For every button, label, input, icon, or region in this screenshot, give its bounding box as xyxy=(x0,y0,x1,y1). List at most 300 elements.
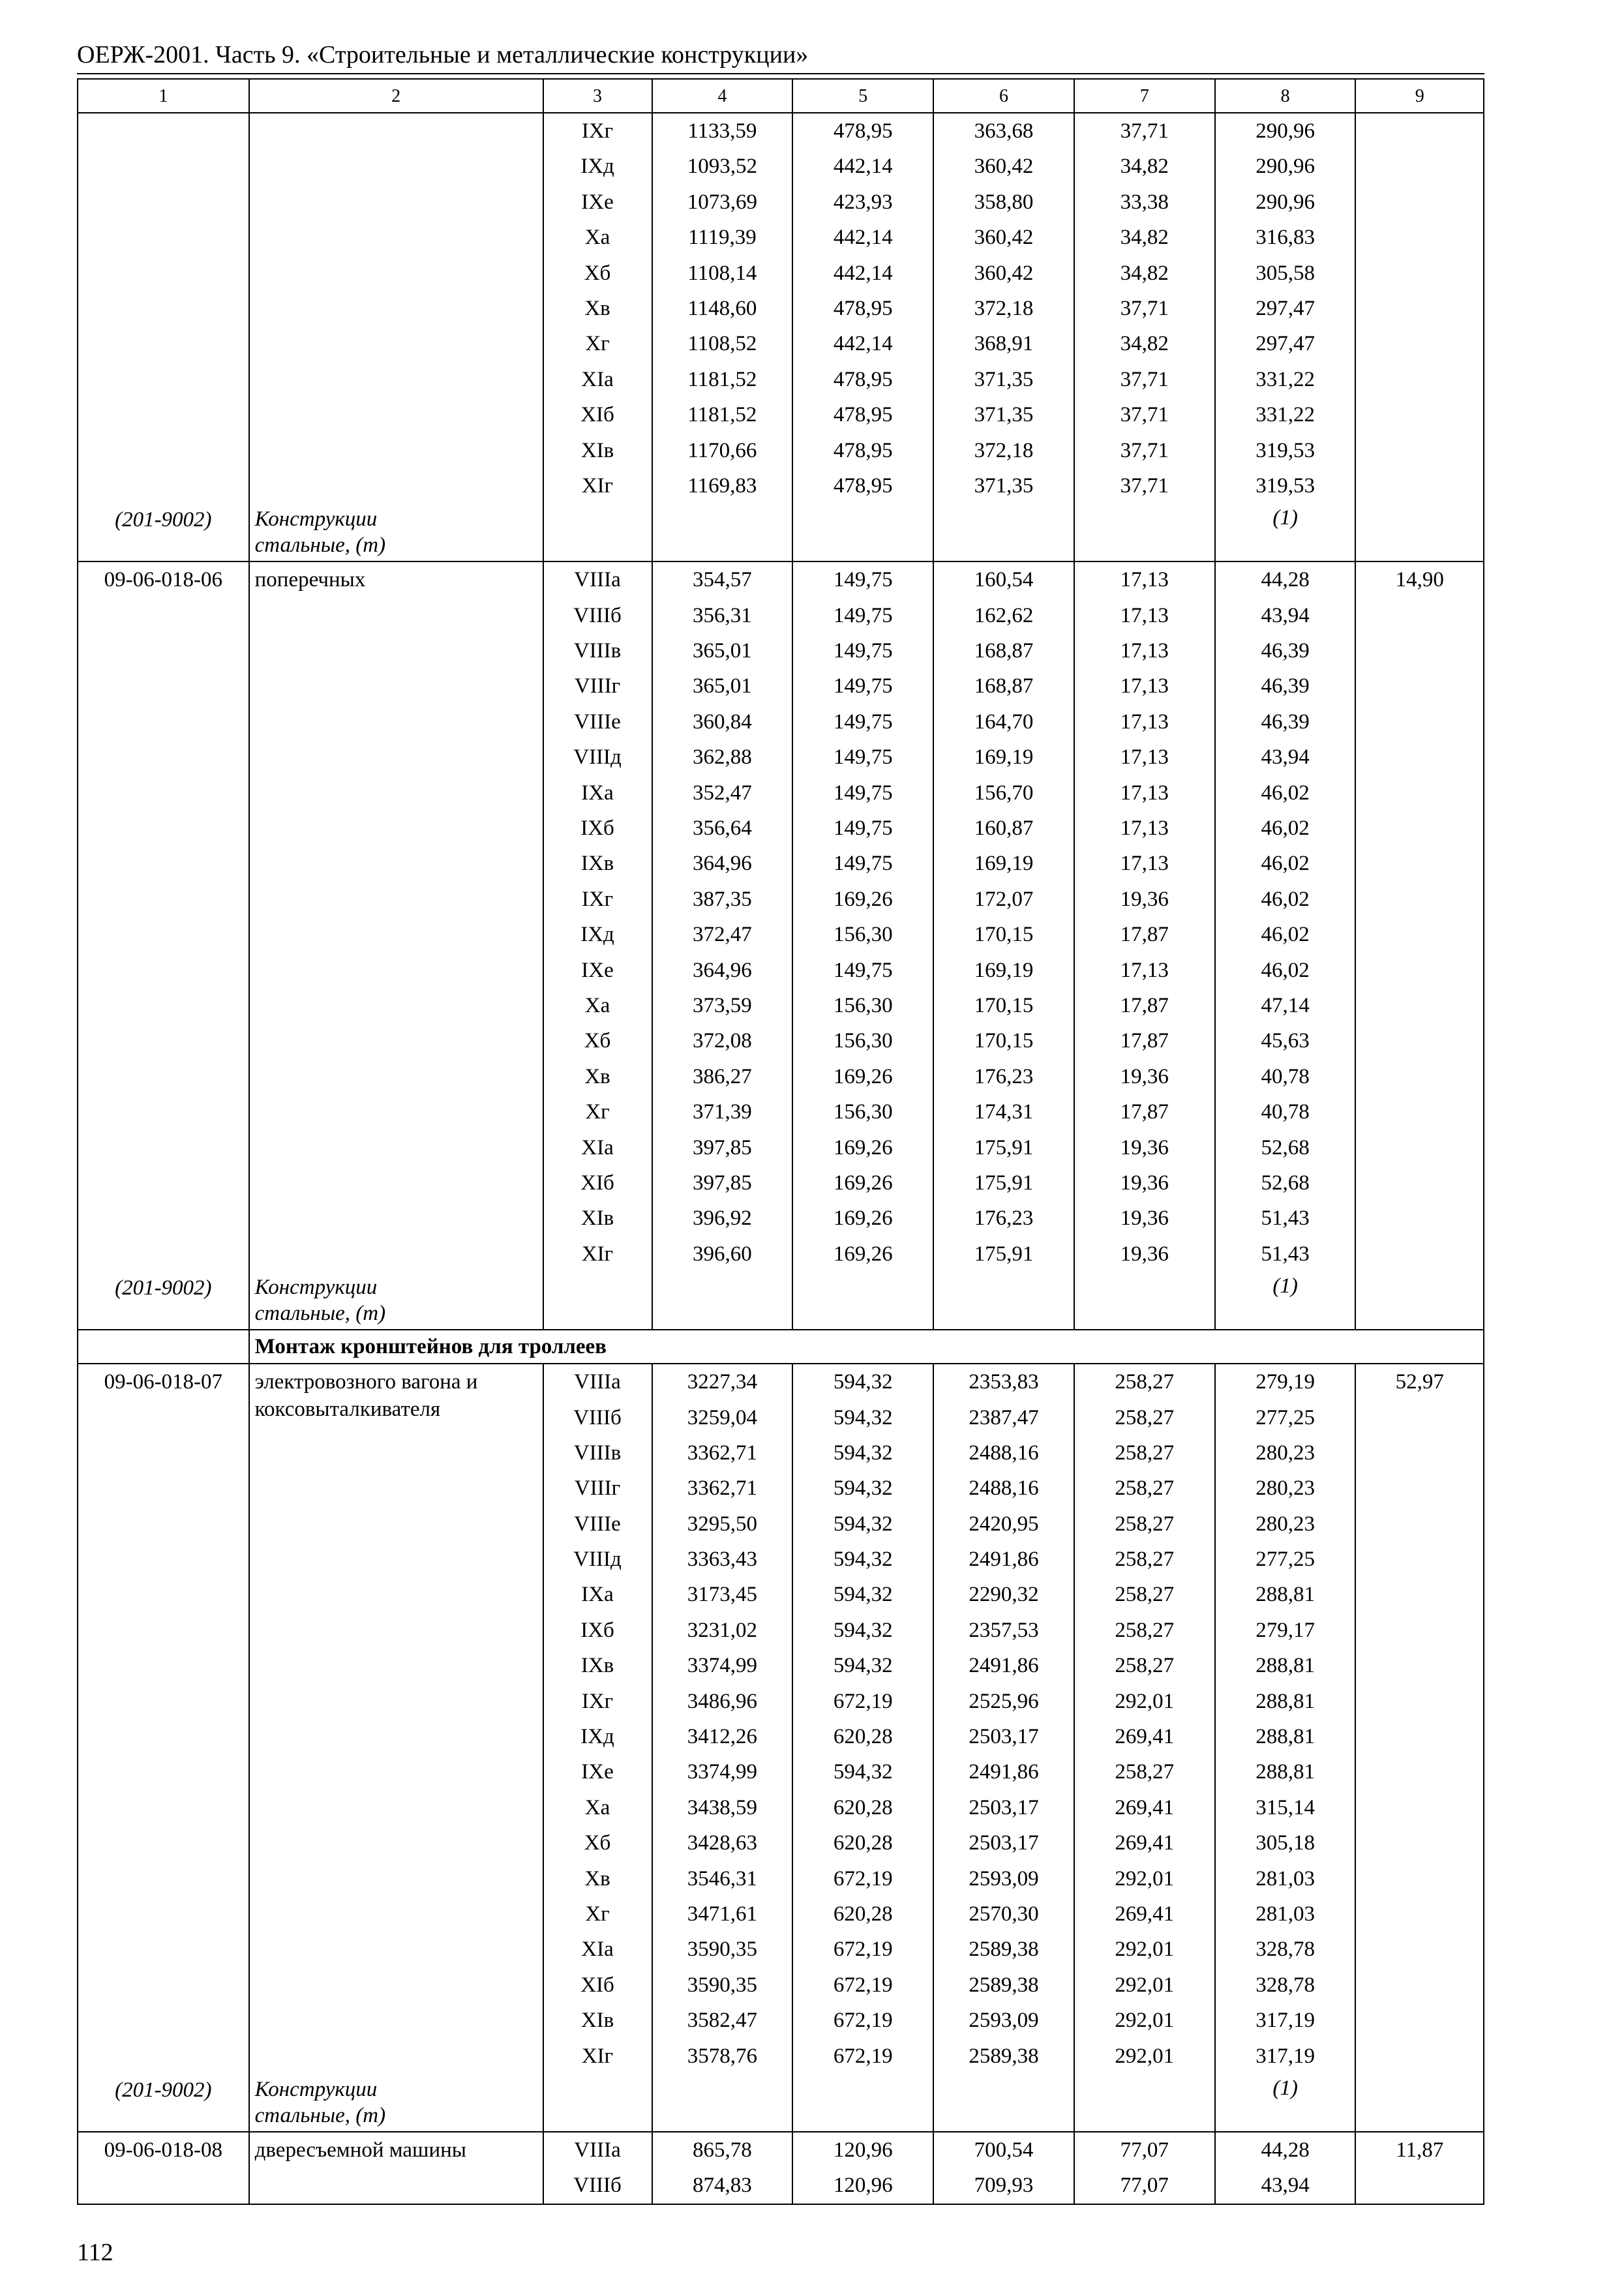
value: 156,30 xyxy=(833,1100,893,1124)
zone-label: Xб xyxy=(584,1029,611,1053)
value: 46,02 xyxy=(1261,958,1310,982)
zone-label: Xв xyxy=(584,1866,610,1891)
value: 2488,16 xyxy=(969,1476,1039,1501)
value: 269,41 xyxy=(1115,1902,1175,1926)
zone-label: IXг xyxy=(581,887,614,911)
column-number: 2 xyxy=(249,79,543,113)
value: 17,13 xyxy=(1120,816,1169,841)
value: 305,18 xyxy=(1256,1831,1315,1855)
zone-label: IXе xyxy=(581,958,614,982)
value: 269,41 xyxy=(1115,1831,1175,1855)
zone-cell xyxy=(543,1364,652,2132)
value: 17,13 xyxy=(1120,568,1169,592)
value: 44,28 xyxy=(1261,2138,1310,2162)
value: 149,75 xyxy=(833,639,893,663)
value: 423,93 xyxy=(833,190,893,214)
value: 478,95 xyxy=(833,403,893,427)
value: 1169,83 xyxy=(687,473,757,498)
zone-label: Xг xyxy=(585,1100,610,1124)
value: 160,54 xyxy=(974,568,1034,592)
zone-label: VIIIе xyxy=(574,710,621,734)
value: 46,02 xyxy=(1261,781,1310,805)
rate-block xyxy=(78,1364,1484,2132)
rate-name: поперечных xyxy=(254,568,366,592)
value: 594,32 xyxy=(833,1405,893,1429)
value: 162,62 xyxy=(974,603,1034,627)
zone-label: Xб xyxy=(584,1831,611,1855)
value: 594,32 xyxy=(833,1441,893,1465)
value: 44,28 xyxy=(1261,568,1310,592)
value-cell xyxy=(792,113,933,561)
value-cell xyxy=(1074,561,1215,1330)
value: 43,94 xyxy=(1261,745,1310,770)
zone-label: Xв xyxy=(584,1064,610,1088)
value: 2589,38 xyxy=(969,2044,1039,2068)
value: 1133,59 xyxy=(687,119,757,143)
value: 51,43 xyxy=(1261,1242,1310,1266)
value: 292,01 xyxy=(1115,1973,1175,1997)
value: 17,87 xyxy=(1120,1100,1169,1124)
column-number: 8 xyxy=(1215,79,1356,113)
value: 46,39 xyxy=(1261,639,1310,663)
value: 45,63 xyxy=(1261,1029,1310,1053)
zone-label: Xа xyxy=(584,226,610,250)
value: 52,68 xyxy=(1261,1171,1310,1195)
zone-label: VIIIа xyxy=(574,568,621,592)
value: 156,30 xyxy=(833,993,893,1017)
value: 149,75 xyxy=(833,568,893,592)
value: 77,07 xyxy=(1120,2138,1169,2162)
value: 280,23 xyxy=(1256,1476,1315,1501)
value: 277,25 xyxy=(1256,1548,1315,1572)
col9-value: 14,90 xyxy=(1395,568,1444,592)
value: 387,35 xyxy=(693,887,752,911)
value-cell xyxy=(1074,1364,1215,2132)
value-cell xyxy=(1074,113,1215,561)
col9-value: 52,97 xyxy=(1395,1370,1444,1394)
value: 317,19 xyxy=(1256,2009,1315,2033)
value: 17,13 xyxy=(1120,639,1169,663)
rate-code-cell xyxy=(78,1364,249,2132)
value: 17,13 xyxy=(1120,674,1169,698)
value: 269,41 xyxy=(1115,1725,1175,1749)
value: 169,19 xyxy=(974,958,1034,982)
value: 2570,30 xyxy=(969,1902,1039,1926)
zone-label: VIIIб xyxy=(573,1405,622,1429)
value: 865,78 xyxy=(693,2138,752,2162)
value: 258,27 xyxy=(1115,1583,1175,1607)
value: 360,42 xyxy=(974,261,1034,285)
value: 269,41 xyxy=(1115,1795,1175,1819)
value: 362,88 xyxy=(693,745,752,770)
value: 168,87 xyxy=(974,674,1034,698)
value: 3374,99 xyxy=(687,1654,758,1678)
value: 1181,52 xyxy=(687,403,757,427)
value: 149,75 xyxy=(833,781,893,805)
rate-name-cell xyxy=(249,1364,543,2132)
value: 281,03 xyxy=(1256,1902,1315,1926)
zone-label: XIв xyxy=(580,438,614,462)
value: 371,35 xyxy=(974,367,1034,391)
value: 3362,71 xyxy=(687,1476,758,1501)
value: 176,23 xyxy=(974,1064,1034,1088)
rate-code-cell xyxy=(78,113,249,561)
value: 258,27 xyxy=(1115,1512,1175,1536)
value: 3428,63 xyxy=(687,1831,758,1855)
value: 149,75 xyxy=(833,958,893,982)
value: 1108,14 xyxy=(687,261,757,285)
value-cell xyxy=(792,1364,933,2132)
value: 396,92 xyxy=(693,1206,752,1231)
value: 156,30 xyxy=(833,1029,893,1053)
value: 331,22 xyxy=(1256,403,1315,427)
zone-label: IXе xyxy=(581,1760,614,1784)
col9-cell xyxy=(1355,2132,1484,2204)
value: 34,82 xyxy=(1120,226,1169,250)
value-cell xyxy=(933,1364,1074,2132)
value: 258,27 xyxy=(1115,1441,1175,1465)
value: 373,59 xyxy=(693,993,752,1017)
value: 34,82 xyxy=(1120,332,1169,356)
value: 292,01 xyxy=(1115,2009,1175,2033)
value: 40,78 xyxy=(1261,1100,1310,1124)
zone-label: IXв xyxy=(580,852,614,876)
value: 360,84 xyxy=(693,710,752,734)
value: 297,47 xyxy=(1256,332,1315,356)
value: 372,08 xyxy=(693,1029,752,1053)
value: 19,36 xyxy=(1120,1171,1169,1195)
value: 279,17 xyxy=(1256,1618,1315,1642)
resource-qty: (1) xyxy=(1272,2076,1298,2100)
zone-label: IXг xyxy=(581,1689,614,1713)
value: 442,14 xyxy=(833,155,893,179)
resource-code: (201-9002) xyxy=(115,508,212,532)
value: 19,36 xyxy=(1120,1242,1169,1266)
column-number: 7 xyxy=(1074,79,1215,113)
value: 164,70 xyxy=(974,710,1034,734)
value: 354,57 xyxy=(693,568,752,592)
section-row xyxy=(78,1330,1484,1364)
value: 317,19 xyxy=(1256,2044,1315,2068)
value: 594,32 xyxy=(833,1370,893,1394)
value: 37,71 xyxy=(1120,367,1169,391)
zone-label: VIIIб xyxy=(573,603,622,627)
zone-label: VIIIв xyxy=(573,1441,622,1465)
col9-value xyxy=(1361,113,1478,149)
value: 2420,95 xyxy=(969,1512,1039,1536)
value: 34,82 xyxy=(1120,261,1169,285)
value-cell xyxy=(792,2132,933,2204)
value: 169,26 xyxy=(833,1064,893,1088)
value: 156,70 xyxy=(974,781,1034,805)
value: 120,96 xyxy=(833,2174,893,2198)
value: 292,01 xyxy=(1115,1937,1175,1962)
header-rule xyxy=(77,73,1484,74)
value: 160,87 xyxy=(974,816,1034,841)
value: 2589,38 xyxy=(969,1937,1039,1962)
value: 316,83 xyxy=(1256,226,1315,250)
value: 478,95 xyxy=(833,438,893,462)
value: 672,19 xyxy=(833,2009,893,2033)
value: 17,87 xyxy=(1120,993,1169,1017)
value: 169,26 xyxy=(833,1242,893,1266)
col9-cell xyxy=(1355,113,1484,561)
zone-label: IXе xyxy=(581,190,614,214)
value: 288,81 xyxy=(1256,1654,1315,1678)
value: 17,13 xyxy=(1120,958,1169,982)
zone-label: IXа xyxy=(581,1583,614,1607)
column-number: 4 xyxy=(652,79,793,113)
value: 19,36 xyxy=(1120,887,1169,911)
section-blank xyxy=(78,1330,249,1364)
value: 874,83 xyxy=(693,2174,752,2198)
resource-qty: (1) xyxy=(1272,1274,1298,1298)
value: 292,01 xyxy=(1115,2044,1175,2068)
resource-name: Конструкции стальные, (т) xyxy=(254,2077,386,2127)
value-cell xyxy=(933,2132,1074,2204)
value-cell xyxy=(1074,2132,1215,2204)
value: 478,95 xyxy=(833,367,893,391)
page-number: 112 xyxy=(77,2239,113,2266)
zone-label: XIб xyxy=(580,1973,614,1997)
resource-name: Конструкции стальные, (т) xyxy=(254,1276,386,1326)
zone-label: XIв xyxy=(580,1206,614,1231)
value: 174,31 xyxy=(974,1100,1034,1124)
column-numbers-row xyxy=(78,79,1484,113)
resource-code: (201-9002) xyxy=(115,1276,212,1300)
value: 149,75 xyxy=(833,674,893,698)
value-cell xyxy=(933,113,1074,561)
zone-label: VIIIг xyxy=(574,674,621,698)
value: 46,02 xyxy=(1261,923,1310,947)
value: 594,32 xyxy=(833,1548,893,1572)
value: 170,15 xyxy=(974,1029,1034,1053)
value: 2593,09 xyxy=(969,1866,1039,1891)
value: 1170,66 xyxy=(687,438,757,462)
value: 442,14 xyxy=(833,332,893,356)
col9-cell xyxy=(1355,1364,1484,2132)
value: 328,78 xyxy=(1256,1973,1315,1997)
value: 258,27 xyxy=(1115,1476,1175,1501)
value: 3546,31 xyxy=(687,1866,758,1891)
value: 371,35 xyxy=(974,403,1034,427)
value: 3374,99 xyxy=(687,1760,758,1784)
zone-label: XIб xyxy=(580,403,614,427)
value: 258,27 xyxy=(1115,1370,1175,1394)
value: 3590,35 xyxy=(687,1937,758,1962)
zone-label: XIа xyxy=(581,1135,614,1159)
value: 442,14 xyxy=(833,261,893,285)
value: 319,53 xyxy=(1256,473,1315,498)
value: 288,81 xyxy=(1256,1689,1315,1713)
zone-label: XIв xyxy=(580,2009,614,2033)
value: 352,47 xyxy=(693,781,752,805)
value-cell xyxy=(792,561,933,1330)
zone-label: VIIIв xyxy=(573,639,622,663)
value: 365,01 xyxy=(693,639,752,663)
value: 33,38 xyxy=(1120,190,1169,214)
value-cell xyxy=(1215,1364,1356,2132)
value: 2488,16 xyxy=(969,1441,1039,1465)
resource-qty: (1) xyxy=(1272,506,1298,530)
zone-label: VIIIд xyxy=(573,745,622,770)
value: 169,26 xyxy=(833,887,893,911)
value: 3582,47 xyxy=(687,2009,758,2033)
zone-label: IXг xyxy=(581,119,614,143)
value: 43,94 xyxy=(1261,2174,1310,2198)
value: 46,39 xyxy=(1261,710,1310,734)
value: 672,19 xyxy=(833,1689,893,1713)
zone-label: Xв xyxy=(584,296,610,320)
value: 37,71 xyxy=(1120,296,1169,320)
value: 17,87 xyxy=(1120,1029,1169,1053)
zone-label: XIг xyxy=(581,1242,614,1266)
value: 149,75 xyxy=(833,710,893,734)
zone-label: Xг xyxy=(585,1902,610,1926)
value: 77,07 xyxy=(1120,2174,1169,2198)
value: 672,19 xyxy=(833,1973,893,1997)
value: 3471,61 xyxy=(687,1902,758,1926)
rate-name xyxy=(255,113,537,117)
value: 52,68 xyxy=(1261,1135,1310,1159)
value: 3486,96 xyxy=(687,1689,758,1713)
value: 360,42 xyxy=(974,226,1034,250)
zone-label: IXв xyxy=(580,1654,614,1678)
zone-label: XIб xyxy=(580,1171,614,1195)
value: 371,35 xyxy=(974,473,1034,498)
value: 3295,50 xyxy=(687,1512,758,1536)
value: 149,75 xyxy=(833,852,893,876)
value: 175,91 xyxy=(974,1135,1034,1159)
value: 3438,59 xyxy=(687,1795,758,1819)
value: 2491,86 xyxy=(969,1760,1039,1784)
value: 19,36 xyxy=(1120,1064,1169,1088)
value: 19,36 xyxy=(1120,1206,1169,1231)
value: 1093,52 xyxy=(687,155,758,179)
zone-label: IXд xyxy=(580,923,614,947)
value: 288,81 xyxy=(1256,1760,1315,1784)
rate-block xyxy=(78,2132,1484,2204)
value: 149,75 xyxy=(833,603,893,627)
value: 372,47 xyxy=(693,923,752,947)
value: 290,96 xyxy=(1256,155,1315,179)
value: 3578,76 xyxy=(687,2044,758,2068)
zone-label: XIа xyxy=(581,367,614,391)
value: 169,19 xyxy=(974,745,1034,770)
value: 3231,02 xyxy=(687,1618,758,1642)
value-cell xyxy=(933,561,1074,1330)
value: 372,18 xyxy=(974,296,1034,320)
value: 700,54 xyxy=(974,2138,1034,2162)
value: 331,22 xyxy=(1256,367,1315,391)
value: 281,03 xyxy=(1256,1866,1315,1891)
rate-name-cell xyxy=(249,2132,543,2204)
value: 2589,38 xyxy=(969,1973,1039,1997)
value: 2593,09 xyxy=(969,2009,1039,2033)
value: 358,80 xyxy=(974,190,1034,214)
zone-label: IXб xyxy=(580,1618,614,1642)
resource-code: (201-9002) xyxy=(115,2078,212,2102)
resource-name: Конструкции стальные, (т) xyxy=(254,507,386,558)
value-cell xyxy=(652,561,793,1330)
value: 149,75 xyxy=(833,745,893,770)
value: 170,15 xyxy=(974,923,1034,947)
value: 620,28 xyxy=(833,1831,893,1855)
value: 360,42 xyxy=(974,155,1034,179)
value: 3412,26 xyxy=(687,1725,758,1749)
value: 290,96 xyxy=(1256,119,1315,143)
value: 280,23 xyxy=(1256,1441,1315,1465)
value: 594,32 xyxy=(833,1760,893,1784)
value: 292,01 xyxy=(1115,1866,1175,1891)
value: 1148,60 xyxy=(687,296,757,320)
value: 258,27 xyxy=(1115,1654,1175,1678)
value: 258,27 xyxy=(1115,1548,1175,1572)
value: 156,30 xyxy=(833,923,893,947)
zone-label: IXд xyxy=(580,155,614,179)
value: 3590,35 xyxy=(687,1973,758,1997)
value: 478,95 xyxy=(833,296,893,320)
zone-label: Xа xyxy=(584,1795,610,1819)
value-cell xyxy=(1215,113,1356,561)
rate-code: 09-06-018-06 xyxy=(104,568,223,592)
value: 37,71 xyxy=(1120,119,1169,143)
value: 2491,86 xyxy=(969,1654,1039,1678)
value: 672,19 xyxy=(833,1866,893,1891)
value: 258,27 xyxy=(1115,1618,1175,1642)
value: 3259,04 xyxy=(687,1405,758,1429)
value: 2290,32 xyxy=(969,1583,1039,1607)
zone-label: VIIIб xyxy=(573,2174,622,2198)
value: 288,81 xyxy=(1256,1583,1315,1607)
value: 371,39 xyxy=(693,1100,752,1124)
value: 175,91 xyxy=(974,1242,1034,1266)
value: 620,28 xyxy=(833,1795,893,1819)
rate-code xyxy=(83,113,243,149)
value: 2503,17 xyxy=(969,1831,1039,1855)
value: 386,27 xyxy=(693,1064,752,1088)
value: 168,87 xyxy=(974,639,1034,663)
value: 40,78 xyxy=(1261,1064,1310,1088)
value: 170,15 xyxy=(974,993,1034,1017)
value: 46,02 xyxy=(1261,887,1310,911)
value: 364,96 xyxy=(693,958,752,982)
value: 46,02 xyxy=(1261,852,1310,876)
rate-code: 09-06-018-08 xyxy=(104,2138,223,2162)
col9-cell xyxy=(1355,561,1484,1330)
value: 288,81 xyxy=(1256,1725,1315,1749)
value: 3227,34 xyxy=(687,1370,758,1394)
zone-cell xyxy=(543,2132,652,2204)
value: 594,32 xyxy=(833,1618,893,1642)
value: 709,93 xyxy=(974,2174,1034,2198)
value: 620,28 xyxy=(833,1902,893,1926)
zone-label: IXд xyxy=(580,1725,614,1749)
value: 169,19 xyxy=(974,852,1034,876)
value: 17,13 xyxy=(1120,852,1169,876)
value: 319,53 xyxy=(1256,438,1315,462)
value: 2525,96 xyxy=(969,1689,1039,1713)
value: 328,78 xyxy=(1256,1937,1315,1962)
rate-name: электровозного вагона и коксовыталкивателя xyxy=(254,1370,478,1422)
rate-block xyxy=(78,561,1484,1330)
column-number: 1 xyxy=(78,79,249,113)
value: 672,19 xyxy=(833,1937,893,1962)
rate-name-cell xyxy=(249,561,543,1330)
value: 3363,43 xyxy=(687,1548,758,1572)
rate-code: 09-06-018-07 xyxy=(104,1370,223,1394)
page-header: ОЕРЖ-2001. Часть 9. «Строительные и металлические конструкции» xyxy=(77,41,809,68)
